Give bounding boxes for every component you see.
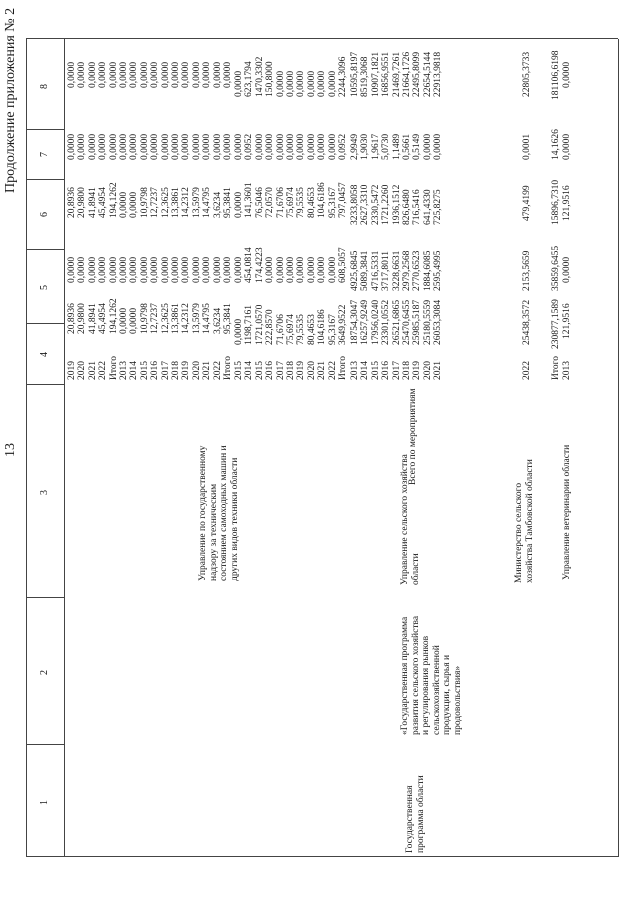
years-column: 2013 2014 2015 2016 2017 2018 2019 2020 2021	[350, 361, 444, 380]
col8-value: 22805,3733	[522, 51, 532, 97]
year-cell: 2022	[522, 361, 532, 380]
col6-values: 20,8936 20,9800 41,8941 45,4954 194,1262 0,0000 0,0000 10,9798 12,7237 12,3625 13,3861 14,2312 13,5979 14,4795 3,6234 95,3841	[67, 182, 234, 218]
col4-values: 18754,3047 16257,9249 17956,0240 23301,0552 26521,6865 25470,6455 25985,5187 25180,5559 26053,3084	[350, 299, 444, 345]
col6-value: 15896,7310	[551, 179, 561, 225]
column-number-3: 3	[39, 490, 50, 495]
column-number-7: 7	[39, 152, 50, 157]
table-bottom-rule	[618, 39, 619, 857]
table-top-rule	[26, 39, 27, 857]
col8-values: 0,0000 0,0000 0,0000 0,0000 0,0000 0,0000 0,0000 0,0000 0,0000 0,0000 0,0000 0,0000 0,0000 0,0000 0,0000 0,0000	[67, 61, 234, 88]
col7-values: 0,0000 0,0000 0,0000 0,0000 0,0000 0,0000 0,0000 0,0000 0,0000 0,0000 0,0000 0,0000 0,0000 0,0000 0,0000 0,0000	[67, 133, 234, 160]
col5-value: 2153,5659	[522, 250, 532, 291]
col4-values: 0,0000 1198,7161 1721,0570 222,8570 71,6706 75,6974 79,5535 80,4653 104,6186 95,3167 3649,9522	[234, 304, 349, 345]
col4-value: 25438,3572	[522, 299, 532, 345]
column-number-1: 1	[39, 800, 50, 805]
col7-values: 2,9949 1,9030 1,9617 5,0730 1,1489 0,5661 0,5149 0,0000 0,0000	[350, 133, 444, 160]
column-number-8: 8	[39, 84, 50, 89]
program-description: «Государственная программа развития сельского хозяйства и регулирования рынков сельскохозяйственной продукции, сырья и продовольствия»	[400, 615, 463, 735]
table-left-rule	[26, 856, 618, 857]
col5-value: 0,0000	[562, 256, 572, 283]
executor-technical-supervision: Управление по государственному надзору за техническим состоянием самоходных машин и других видов техники области	[198, 445, 240, 581]
col4-values: 20,8936 20,9800 41,8941 45,4954 194,1262 0,0000 0,0000 10,9798 12,7237 12,3625 13,3861 14,2312 13,5979 14,4795 3,6234 95,3841	[67, 298, 234, 334]
years-column: 2015 2014 2015 2016 2017 2018 2019 2020 2021 2022 Итого	[234, 355, 349, 380]
col-sep-3	[26, 384, 64, 385]
col6-value: 121,9516	[562, 185, 572, 221]
col8-values: 0,0000 623,1794 1470,3302 150,8000 0,0000 0,0000 0,0000 0,0000 0,0000 0,0000 2244,3096	[234, 56, 349, 97]
col8-value: 0,0000	[562, 61, 572, 88]
executor-total-measures: Всего по мероприятиям	[408, 388, 418, 485]
column-number-2: 2	[39, 670, 50, 675]
executor-ministry: Министерство сельского хозяйства Тамбовской области	[514, 459, 535, 583]
program-name: Государственная программа области	[405, 775, 426, 853]
col7-value: 0,0001	[522, 133, 532, 160]
col5-values: 4925,6845 5089,3841 4716,5331 3717,8011 3228,6631 2979,2568 2770,6523 1884,6085 2595,4995	[350, 250, 444, 291]
col7-value: 14,1626	[551, 129, 561, 160]
years-column: 2019 2020 2021 2022 Итого 2013 2014 2015 2016 2017 2018 2019 2020 2021 2022 Итого	[67, 355, 234, 380]
appendix-title: Продолжение приложения № 2	[3, 7, 18, 193]
column-number-4: 4	[39, 352, 50, 357]
col5-values: 0,0000 0,0000 0,0000 0,0000 0,0000 0,0000 0,0000 0,0000 0,0000 0,0000 0,0000 0,0000 0,0000 0,0000 0,0000 0,0000	[67, 256, 234, 283]
col7-value: 0,0000	[562, 133, 572, 160]
col-sep-5	[26, 249, 64, 250]
col5-values: 0,0000 454,0814 174,4223 0,0000 0,0000 0,0000 0,0000 0,0000 0,0000 0,0000 608,5057	[234, 247, 349, 283]
table-right-rule	[26, 38, 618, 39]
col4-value: 230877,1589	[551, 299, 561, 349]
executor-veterinary: Управление ветеринарии области	[562, 444, 572, 580]
executor-agriculture: Управление сельского хозяйства области	[400, 454, 421, 585]
total-label: Итого	[551, 355, 561, 380]
col-sep-7	[26, 129, 64, 130]
col-sep-6	[26, 179, 64, 180]
col7-values: 0,0000 0,0952 0,0000 0,0000 0,0000 0,0000 0,0000 0,0000 0,0000 0,0000 0,0952	[234, 133, 349, 160]
year-cell: 2013	[562, 361, 572, 380]
col6-value: 479,4199	[522, 185, 532, 221]
col-sep-2	[26, 597, 64, 598]
col6-values: 0,0000 141,3601 76,5046 72,0570 71,6706 75,6974 79,5535 80,4653 104,6186 95,3167 797,0457	[234, 182, 349, 218]
column-number-5: 5	[39, 285, 50, 290]
col-sep-1	[26, 744, 64, 745]
col8-value: 181106,6198	[551, 50, 561, 100]
column-number-6: 6	[39, 212, 50, 217]
col6-values: 3233,8058 2627,3310 2330,5472 1721,2260 1936,1512 826,6480 716,5416 641,4330 725,8275	[350, 184, 444, 225]
col4-value: 121,9516	[562, 303, 572, 339]
column-number-rule	[64, 39, 65, 857]
page-number: 13	[3, 443, 18, 457]
col-sep-4	[26, 323, 64, 324]
col8-values: 10595,8197 8519,3068 10907,1821 16856,9551 21469,7261 21664,1726 22495,8099 22654,5144 22913,9818	[350, 51, 444, 97]
col5-value: 35859,6455	[551, 245, 561, 291]
